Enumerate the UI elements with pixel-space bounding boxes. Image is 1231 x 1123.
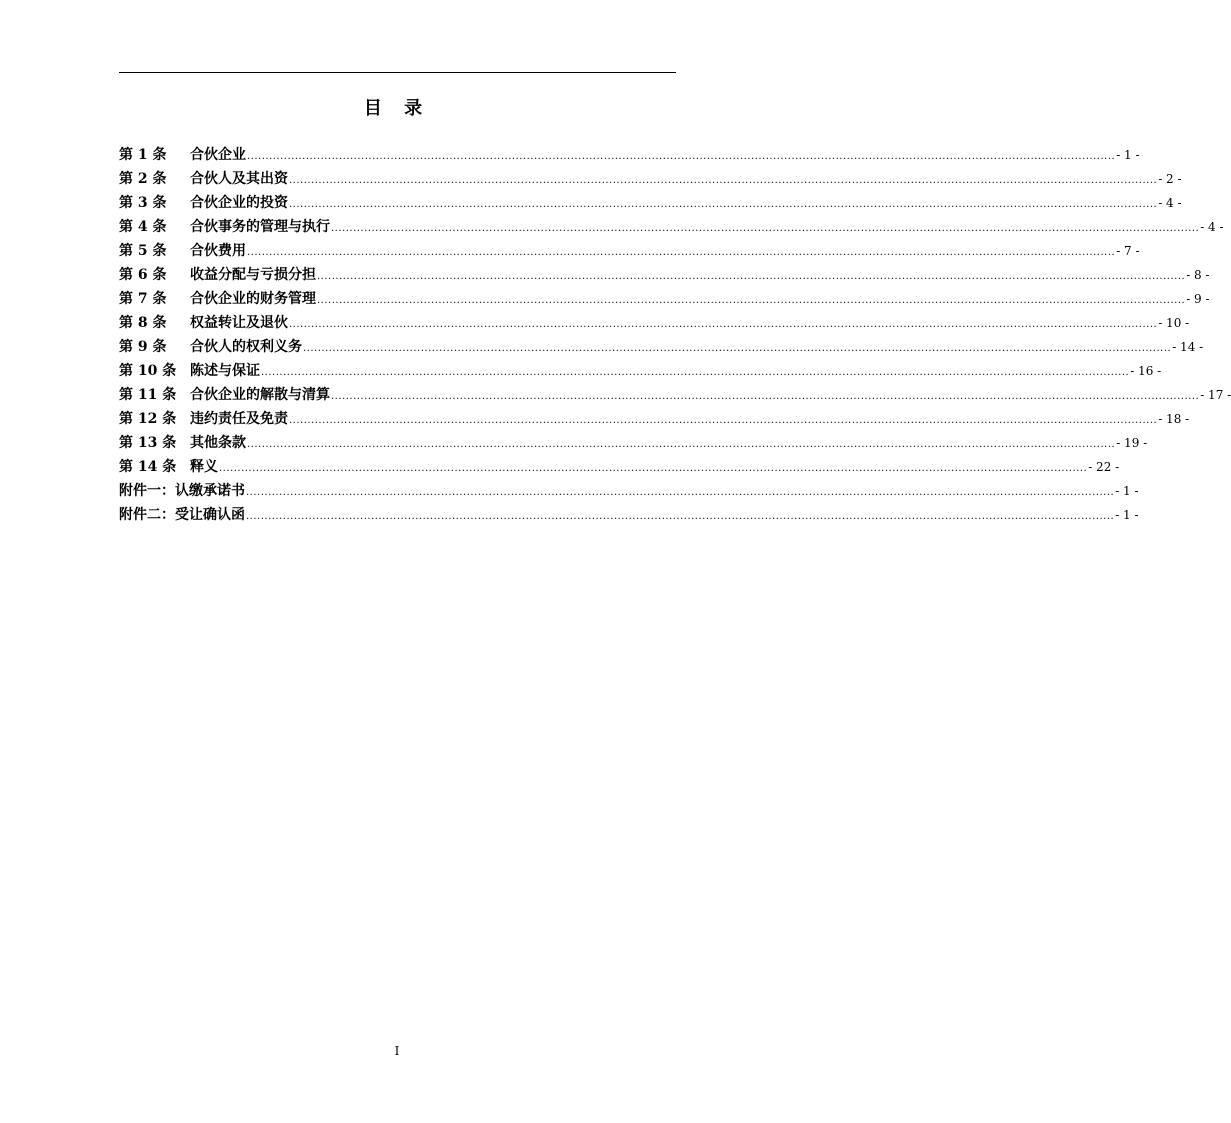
toc-entry-title: 收益分配与亏损分担 bbox=[190, 267, 316, 283]
toc-entry-page: - 2 - bbox=[1158, 172, 1182, 186]
header-rule bbox=[119, 72, 676, 73]
toc-appendix-entry[interactable] bbox=[119, 503, 1139, 527]
toc-appendix-number: 附件二： bbox=[119, 507, 175, 523]
toc-dot-leader: ............................................................................................................................................................................................................................................ bbox=[247, 151, 1116, 162]
toc-appendix-title: 受让确认函 bbox=[175, 507, 245, 523]
toc-dot-leader: ............................................................................................................................................................................................................................................ bbox=[289, 415, 1158, 426]
toc-dot-leader: ............................................................................................................................................................................................................................................ bbox=[331, 223, 1200, 234]
toc-entry[interactable] bbox=[119, 455, 1120, 479]
toc-entry-page: - 8 - bbox=[1186, 268, 1210, 282]
toc-dot-leader: ............................................................................................................................................................................................................................................ bbox=[246, 511, 1115, 522]
toc-entry-number: 第 10 条 bbox=[119, 363, 177, 379]
toc-entry-page: - 9 - bbox=[1186, 292, 1210, 306]
toc-entry-page: - 19 - bbox=[1116, 436, 1148, 450]
toc-entry[interactable] bbox=[119, 431, 1148, 455]
toc-entry-number: 第 9 条 bbox=[119, 339, 167, 355]
toc-entry-title: 违约责任及免责 bbox=[190, 411, 288, 427]
toc-entry-title: 陈述与保证 bbox=[190, 363, 260, 379]
toc-dot-leader: ............................................................................................................................................................................................................................................ bbox=[289, 175, 1158, 186]
toc-entry-page: - 1 - bbox=[1116, 148, 1140, 162]
toc-dot-leader: ............................................................................................................................................................................................................................................ bbox=[331, 391, 1200, 402]
toc-dot-leader: ............................................................................................................................................................................................................................................ bbox=[289, 319, 1158, 330]
toc-entry-number: 第 6 条 bbox=[119, 267, 167, 283]
toc-appendix-title: 认缴承诺书 bbox=[175, 483, 245, 499]
toc-entry-number: 第 7 条 bbox=[119, 291, 167, 307]
toc-entry-title: 合伙企业的投资 bbox=[190, 195, 288, 211]
toc-appendix-page: - 1 - bbox=[1115, 508, 1139, 522]
toc-entry-number: 第 5 条 bbox=[119, 243, 167, 259]
toc-dot-leader: ............................................................................................................................................................................................................................................ bbox=[219, 463, 1088, 474]
toc-entry-page: - 22 - bbox=[1088, 460, 1120, 474]
toc-entry[interactable] bbox=[119, 167, 1182, 191]
toc-entry[interactable] bbox=[119, 143, 1140, 167]
toc-entry-page: - 16 - bbox=[1130, 364, 1162, 378]
toc-entry-title: 其他条款 bbox=[190, 435, 246, 451]
toc-entry[interactable] bbox=[119, 407, 1190, 431]
toc-entry-page: - 4 - bbox=[1200, 220, 1224, 234]
toc-entry-page: - 7 - bbox=[1116, 244, 1140, 258]
toc-entry-number: 第 1 条 bbox=[119, 147, 167, 163]
toc-entry-title: 合伙费用 bbox=[190, 243, 246, 259]
toc-appendix-entry[interactable] bbox=[119, 479, 1139, 503]
toc-entry-page: - 17 - bbox=[1200, 388, 1231, 402]
toc-entry[interactable] bbox=[119, 263, 1210, 287]
toc-entry-page: - 4 - bbox=[1158, 196, 1182, 210]
toc-dot-leader: ............................................................................................................................................................................................................................................ bbox=[303, 343, 1172, 354]
toc-entry-title: 合伙企业的解散与清算 bbox=[190, 387, 330, 403]
toc-entry[interactable] bbox=[119, 191, 1182, 215]
toc-entry-page: - 10 - bbox=[1158, 316, 1190, 330]
toc-dot-leader: ............................................................................................................................................................................................................................................ bbox=[261, 367, 1130, 378]
toc-entry[interactable] bbox=[119, 311, 1190, 335]
toc-entry[interactable] bbox=[119, 383, 1231, 407]
toc-entry-page: - 18 - bbox=[1158, 412, 1190, 426]
toc-entry[interactable] bbox=[119, 359, 1162, 383]
toc-appendix-number: 附件一： bbox=[119, 483, 175, 499]
toc-entry-number: 第 3 条 bbox=[119, 195, 167, 211]
toc-entry-number: 第 2 条 bbox=[119, 171, 167, 187]
toc-dot-leader: ............................................................................................................................................................................................................................................ bbox=[317, 295, 1186, 306]
toc-entry-title: 合伙事务的管理与执行 bbox=[190, 219, 330, 235]
toc-entry-title: 合伙人及其出资 bbox=[190, 171, 288, 187]
toc-dot-leader: ............................................................................................................................................................................................................................................ bbox=[247, 439, 1116, 450]
toc-dot-leader: ............................................................................................................................................................................................................................................ bbox=[247, 247, 1116, 258]
toc-entry[interactable] bbox=[119, 335, 1204, 359]
toc-entry-title: 合伙企业的财务管理 bbox=[190, 291, 316, 307]
toc-entry-title: 合伙人的权利义务 bbox=[190, 339, 302, 355]
toc-entry-title: 合伙企业 bbox=[190, 147, 246, 163]
toc-entry[interactable] bbox=[119, 287, 1210, 311]
toc-entry-number: 第 11 条 bbox=[119, 387, 177, 403]
toc-entry[interactable] bbox=[119, 239, 1140, 263]
page-number: I bbox=[394, 1044, 400, 1058]
toc-dot-leader: ............................................................................................................................................................................................................................................ bbox=[317, 271, 1186, 282]
toc-entry-number: 第 13 条 bbox=[119, 435, 177, 451]
toc-appendix-page: - 1 - bbox=[1115, 484, 1139, 498]
toc-entry-number: 第 12 条 bbox=[119, 411, 177, 427]
toc-entry-number: 第 8 条 bbox=[119, 315, 167, 331]
toc-entry[interactable] bbox=[119, 215, 1224, 239]
toc-list bbox=[119, 143, 1231, 527]
toc-entry-title: 权益转让及退伙 bbox=[190, 315, 288, 331]
toc-entry-number: 第 4 条 bbox=[119, 219, 167, 235]
toc-entry-number: 第 14 条 bbox=[119, 459, 177, 475]
toc-entry-title: 释义 bbox=[190, 459, 218, 475]
toc-title: 目 录 bbox=[363, 98, 431, 119]
toc-entry-page: - 14 - bbox=[1172, 340, 1204, 354]
toc-dot-leader: ............................................................................................................................................................................................................................................ bbox=[289, 199, 1158, 210]
toc-dot-leader: ............................................................................................................................................................................................................................................ bbox=[246, 487, 1115, 498]
